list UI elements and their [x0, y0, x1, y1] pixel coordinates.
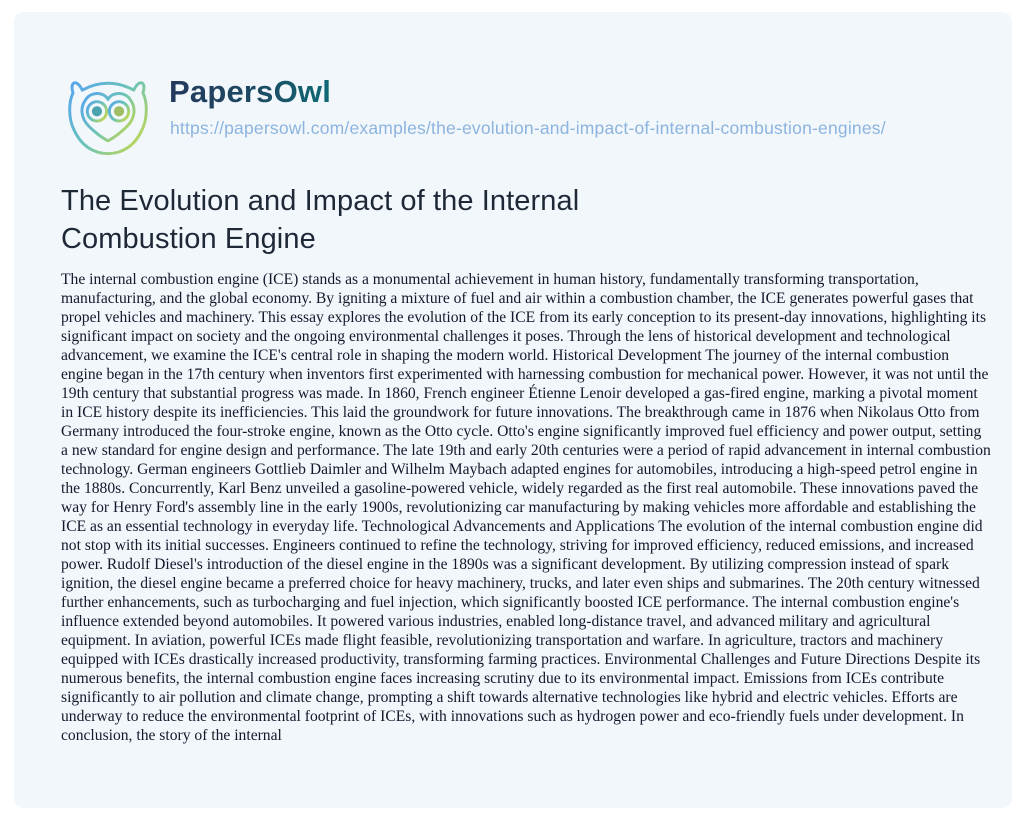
content-panel: [14, 12, 1012, 808]
page-title-line-2: Combustion Engine: [61, 223, 316, 255]
papersowl-owl-logo-icon: [62, 69, 154, 161]
page-title: [61, 182, 579, 258]
source-url-link[interactable]: https://papersowl.com/examples/the-evolution-and-impact-of-internal-combustion-engines/: [170, 118, 886, 138]
page-title-line-1: The Evolution and Impact of the Internal: [61, 185, 580, 217]
article-body: The internal combustion engine (ICE) stands as a monumental achievement in human history, fundamentally transforming transportation, manufacturing, and the global economy. By igniting a mixture of fuel and air within a combustion chamber, the ICE generates powerful gases that propel vehicles and machinery. This essay explores the evolution of the ICE from its early conception to its present-day innovations, highlighting its significant impact on society and the ongoing environmental challenges it poses. Through the lens of historical development and technological advancement, we examine the ICE's central role in shaping the modern world. Historical Development The journey of the internal combustion engine began in the 17th century when inventors first experimented with harnessing combustion for mechanical power. However, it was not until the 19th century that substantial progress was made. In 1860, French engineer Étienne Lenoir developed a gas-fired engine, marking a pivotal moment in ICE history despite its inefficiencies. This laid the groundwork for future innovations. The breakthrough came in 1876 when Nikolaus Otto from Germany introduced the four-stroke engine, known as the Otto cycle. Otto's engine significantly improved fuel efficiency and power output, setting a new standard for engine design and performance. The late 19th and early 20th centuries were a period of rapid advancement in internal combustion technology. German engineers Gottlieb Daimler and Wilhelm Maybach adapted engines for automobiles, introducing a high-speed petrol engine in the 1880s. Concurrently, Karl Benz unveiled a gasoline-powered vehicle, widely regarded as the first real automobile. These innovations paved the way for Henry Ford's assembly line in the early 1900s, revolutionizing car manufacturing by making vehicles more affordable and establishing the ICE as an essential technology in everyday life. Technological Advancements and Applications The evolution of the internal combustion engine did not stop with its initial successes. Engineers continued to refine the technology, striving for improved efficiency, reduced emissions, and increased power. Rudolf Diesel's introduction of the diesel engine in the 1890s was a significant development. By utilizing compression instead of spark ignition, the diesel engine became a preferred choice for heavy machinery, trucks, and later even ships and submarines. The 20th century witnessed further enhancements, such as turbocharging and fuel injection, which significantly boosted ICE performance. The internal combustion engine's influence extended beyond automobiles. It powered various industries, enabled long-distance travel, and advanced military and agricultural equipment. In aviation, powerful ICEs made flight feasible, revolutionizing transportation and warfare. In agriculture, tractors and machinery equipped with ICEs drastically increased productivity, transforming farming practices. Environmental Challenges and Future Directions Despite its numerous benefits, the internal combustion engine faces increasing scrutiny due to its environmental impact. Emissions from ICEs contribute significantly to air pollution and climate change, prompting a shift towards alternative technologies like hybrid and electric vehicles. Efforts are underway to reduce the environmental footprint of ICEs, with innovations such as hydrogen power and eco-friendly fuels under development. In conclusion, the story of the internal: [61, 271, 991, 744]
brand-name: PapersOwl: [169, 74, 332, 109]
